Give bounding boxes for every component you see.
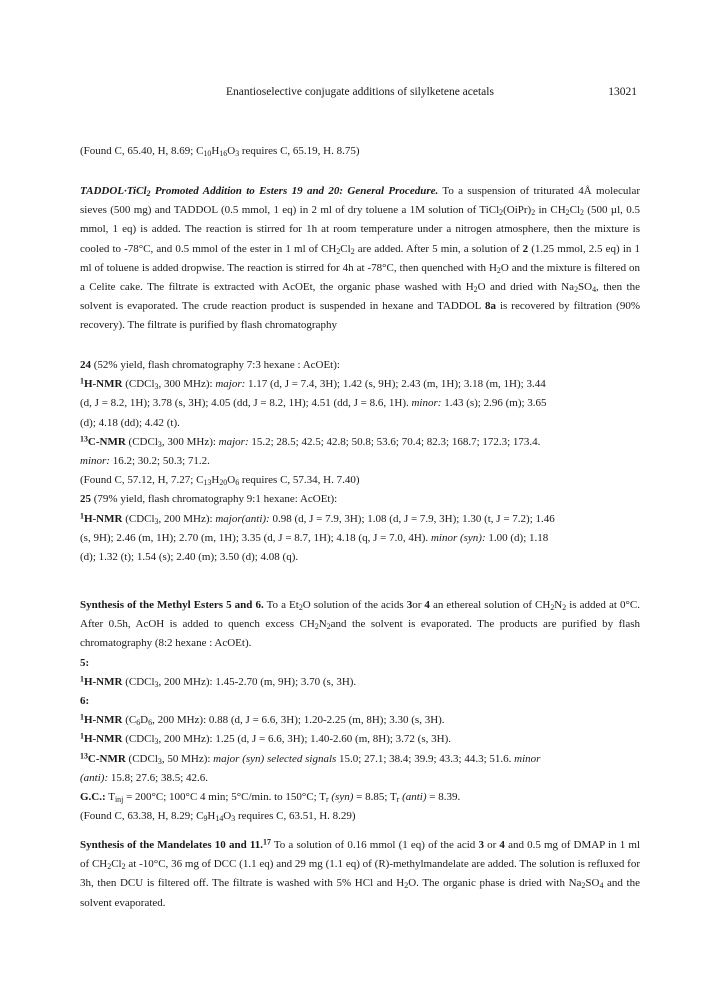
compound-5-1h-nmr: $^1$H-NMR (CDCl$_3$, 200 MHz): 1.45-2.70 (m, 9H); 3.70 (s, 3H).	[80, 674, 357, 689]
general-procedure-paragraph: TADDOL·TiCl$_2$ Promoted Addition to Esters 19 and 20: General Procedure. To a suspension of triturated 4Å molecular sieves (500 mg) and TADDOL (0.5 mmol, 1 eq) in 2 ml of dry toluene a 1M solution of $TiCl_2(OiPr)_2$ in $CH_2Cl_2$ (500 µl, 0.5 mmol, 1 eq) is added. The reaction is stirred for 1h at room temperature under a nitrogen atmosphere, then the mixture is cooled to -78°C, and 0.5 mmol of the ester in 1 ml of $CH_2Cl_2$ are added. After 5 min, a solution of 2 (1.25 mmol, 2.5 eq) in 1 ml of toluene is added dropwise. The reaction is stirred for 4h at -78°C, then quenched with $H_2O$ and the mixture is filtered on a Celite cake. The filtrate is extracted with AcOEt, the organic phase washed with $H_2O$ and dried with $Na_2SO_4$, then the solvent is evaporated. The crude reaction product is suspended in hexane and TADDOL 8a is recovered by filtration (90% recovery). The filtrate is purified by flash chromatography	[80, 185, 641, 332]
methyl-esters-section: Synthesis of the Methyl Esters 5 and 6. To a $Et_2O$ solution of the acids 3or 4 an ethereal solution of $CH_2N_2$ is added at 0°C. After 0.5h, AcOH is added to quench excess $CH_2N_2and$ the solvent is evaporated. The products are purified by flash chromatography (8:2 hexane : AcOEt). 5: $^1$H-NMR (CDCl$_3$, 200 MHz): 1.45-2.70 (m, 9H); 3.70 (s, 3H). 6: $^1$H-NMR ($C_6D_6$, 200 MHz): 0.88 (d, J = 6.6, 3H); 1.20-2.25 (m, 8H); 3.30 (s, 3H). $^1$H-NMR (CDCl$_3$, 200 MHz): 1.25 (d, J = 6.6, 3H); 1.40-2.60 (m, 8H); 3.72 (s, 3H). $^{13}$C-NMR (CDCl$_3$, 50 MHz): major (syn) selected signals 15.0; 27.1; 38.4; 39.9; 43.3; 44.3; 51.6. minor (anti): 15.8; 27.6; 38.5; 42.6. G.C.: $T_{inj} = 200^\circ C$; 100°C 4 min; 5°C/min. to 150°C; $T_r$ (syn) = 8.85; $T_r$ (anti) = 8.39. (Found C, 63.38, H, 8.29; $C_9H_{14}O_3$ requires C, 63.51, H. 8.29)	[80, 596, 640, 826]
compound-6-elemental-analysis: (Found C, 63.38, H, 8.29; $C_9H_{14}O_3$ requires C, 63.51, H. 8.29)	[80, 810, 356, 824]
compound-25-1h-nmr: $^1$H-NMR (CDCl$_3$, 200 MHz): major(anti): 0.98 (d, J = 7.9, 3H); 1.08 (d, J = 7.9, 3H); 1.30 (t, J = 7.2); 1.46	[80, 511, 555, 526]
general-procedure-title: TADDOL·TiCl$_2$ Promoted Addition to Esters 19 and 20: General Procedure.	[80, 185, 439, 198]
compound-6-label: 6:	[80, 695, 90, 708]
compound-5-label: 5:	[80, 656, 90, 669]
compound-24-heading: 24 (52% yield, flash chromatography 7:3 hexane : AcOEt):	[80, 359, 340, 371]
compound-6-1h-nmr-cdcl3: $^1$H-NMR (CDCl$_3$, 200 MHz): 1.25 (d, J = 6.6, 3H); 1.40-2.60 (m, 8H); 3.72 (s, 3H).	[80, 731, 451, 747]
compound-24-elemental-analysis: (Found C, 57.12, H, 7.27; $C_{13}H_{20}O_6$ requires C, 57.34, H. 7.40)	[80, 474, 360, 488]
elemental-analysis-1: (Found C, 65.40, H, 8.69; $C_{10}H_{16}O_3$ requires C, 65.19, H. 8.75)	[80, 145, 360, 158]
compound-24-13c-nmr: $^{13}$C-NMR (CDCl$_3$, 300 MHz): major: 15.2; 28.5; 42.5; 42.8; 50.8; 53.6; 70.4; 82.3; 168.7; 172.3; 173.4.	[80, 434, 541, 449]
mandelates-paragraph: Synthesis of the Mandelates 10 and 11.17 To a solution of 0.16 mmol (1 eq) of the acid 3 or 4 and 0.5 mg of DMAP in 1 ml of $CH_2Cl_2$ at -10°C, 36 mg of DCC (1.1 eq) and 29 mg (1.1 eq) of (R)-methylmandelate are added. The solution is refluxed for 3h, then DCU is filtered off. The filtrate is washed with 5% HCl and $H_2O$. The organic phase is dried with $Na_2SO_4$ and the solvent evaporated.	[80, 837, 641, 909]
compound-25-heading: 25 (79% yield, flash chromatography 9:1 hexane: AcOEt):	[80, 493, 338, 506]
compound-24-25-data: 24 (52% yield, flash chromatography 7:3 hexane : AcOEt): $^1$H-NMR (CDCl$_3$, 300 MHz): major: 1.17 (d, J = 7.4, 3H); 1.42 (s, 9H); 2.43 (m, 1H); 3.18 (m, 1H); 3.44 (d, J = 8.2, 1H); 3.78 (s, 3H); 4.05 (dd, J = 8.2, 1H); 4.51 (dd, J = 8.6, 1H). minor: 1.43 (s); 2.96 (m); 3.65 (d); 4.18 (dd); 4.42 (t). $^{13}$C-NMR (CDCl$_3$, 300 MHz): major: 15.2; 28.5; 42.5; 42.8; 50.8; 53.6; 70.4; 82.3; 168.7; 172.3; 173.4. minor: 16.2; 30.2; 50.3; 71.2. (Found C, 57.12, H, 7.27; $C_{13}H_{20}O_6$ requires C, 57.34, H. 7.40) 25 (79% yield, flash chromatography 9:1 hexane: AcOEt): $^1$H-NMR (CDCl$_3$, 200 MHz): major(anti): 0.98 (d, J = 7.9, 3H); 1.08 (d, J = 7.9, 3H); 1.30 (t, J = 7.2); 1.46 (s, 9H); 2.46 (m, 1H); 2.70 (m, 1H); 3.35 (d, J = 8.7, 1H); 4.18 (q, J = 7.0, 4H). minor (syn): 1.00 (d); 1.18 (d); 1.32 (t); 1.54 (s); 2.40 (m); 3.50 (d); 4.08 (q).	[80, 356, 640, 567]
compound-6-gc: G.C.: $T_{inj} = 200^\circ C$; 100°C 4 min; 5°C/min. to 150°C; $T_r$ (syn) = 8.85; $T_r$ (anti) = 8.39.	[80, 791, 461, 804]
compound-24-1h-nmr: $^1$H-NMR (CDCl$_3$, 300 MHz): major: 1.17 (d, J = 7.4, 3H); 1.42 (s, 9H); 2.43 (m, 1H); 3.18 (m, 1H); 3.44	[80, 376, 546, 392]
mandelates-section	[80, 836, 640, 913]
running-title: Enantioselective conjugate additions of silylketene acetals	[226, 86, 494, 98]
compound-6-13c-nmr: $^{13}$C-NMR (CDCl$_3$, 50 MHz): major (syn) selected signals 15.0; 27.1; 38.4; 39.9; 43.3; 44.3; 51.6. minor	[80, 751, 541, 766]
methyl-esters-paragraph: Synthesis of the Methyl Esters 5 and 6. To a $Et_2O$ solution of the acids 3or 4 an ethereal solution of $CH_2N_2$ is added at 0°C. After 0.5h, AcOH is added to quench excess $CH_2N_2and$ the solvent is evaporated. The products are purified by flash chromatography (8:2 hexane : AcOEt).	[80, 599, 640, 650]
page-number: 13021	[608, 86, 637, 98]
compound-6-1h-nmr-c6d6: $^1$H-NMR ($C_6D_6$, 200 MHz): 0.88 (d, J = 6.6, 3H); 1.20-2.25 (m, 8H); 3.30 (s, 3H).	[80, 712, 445, 728]
